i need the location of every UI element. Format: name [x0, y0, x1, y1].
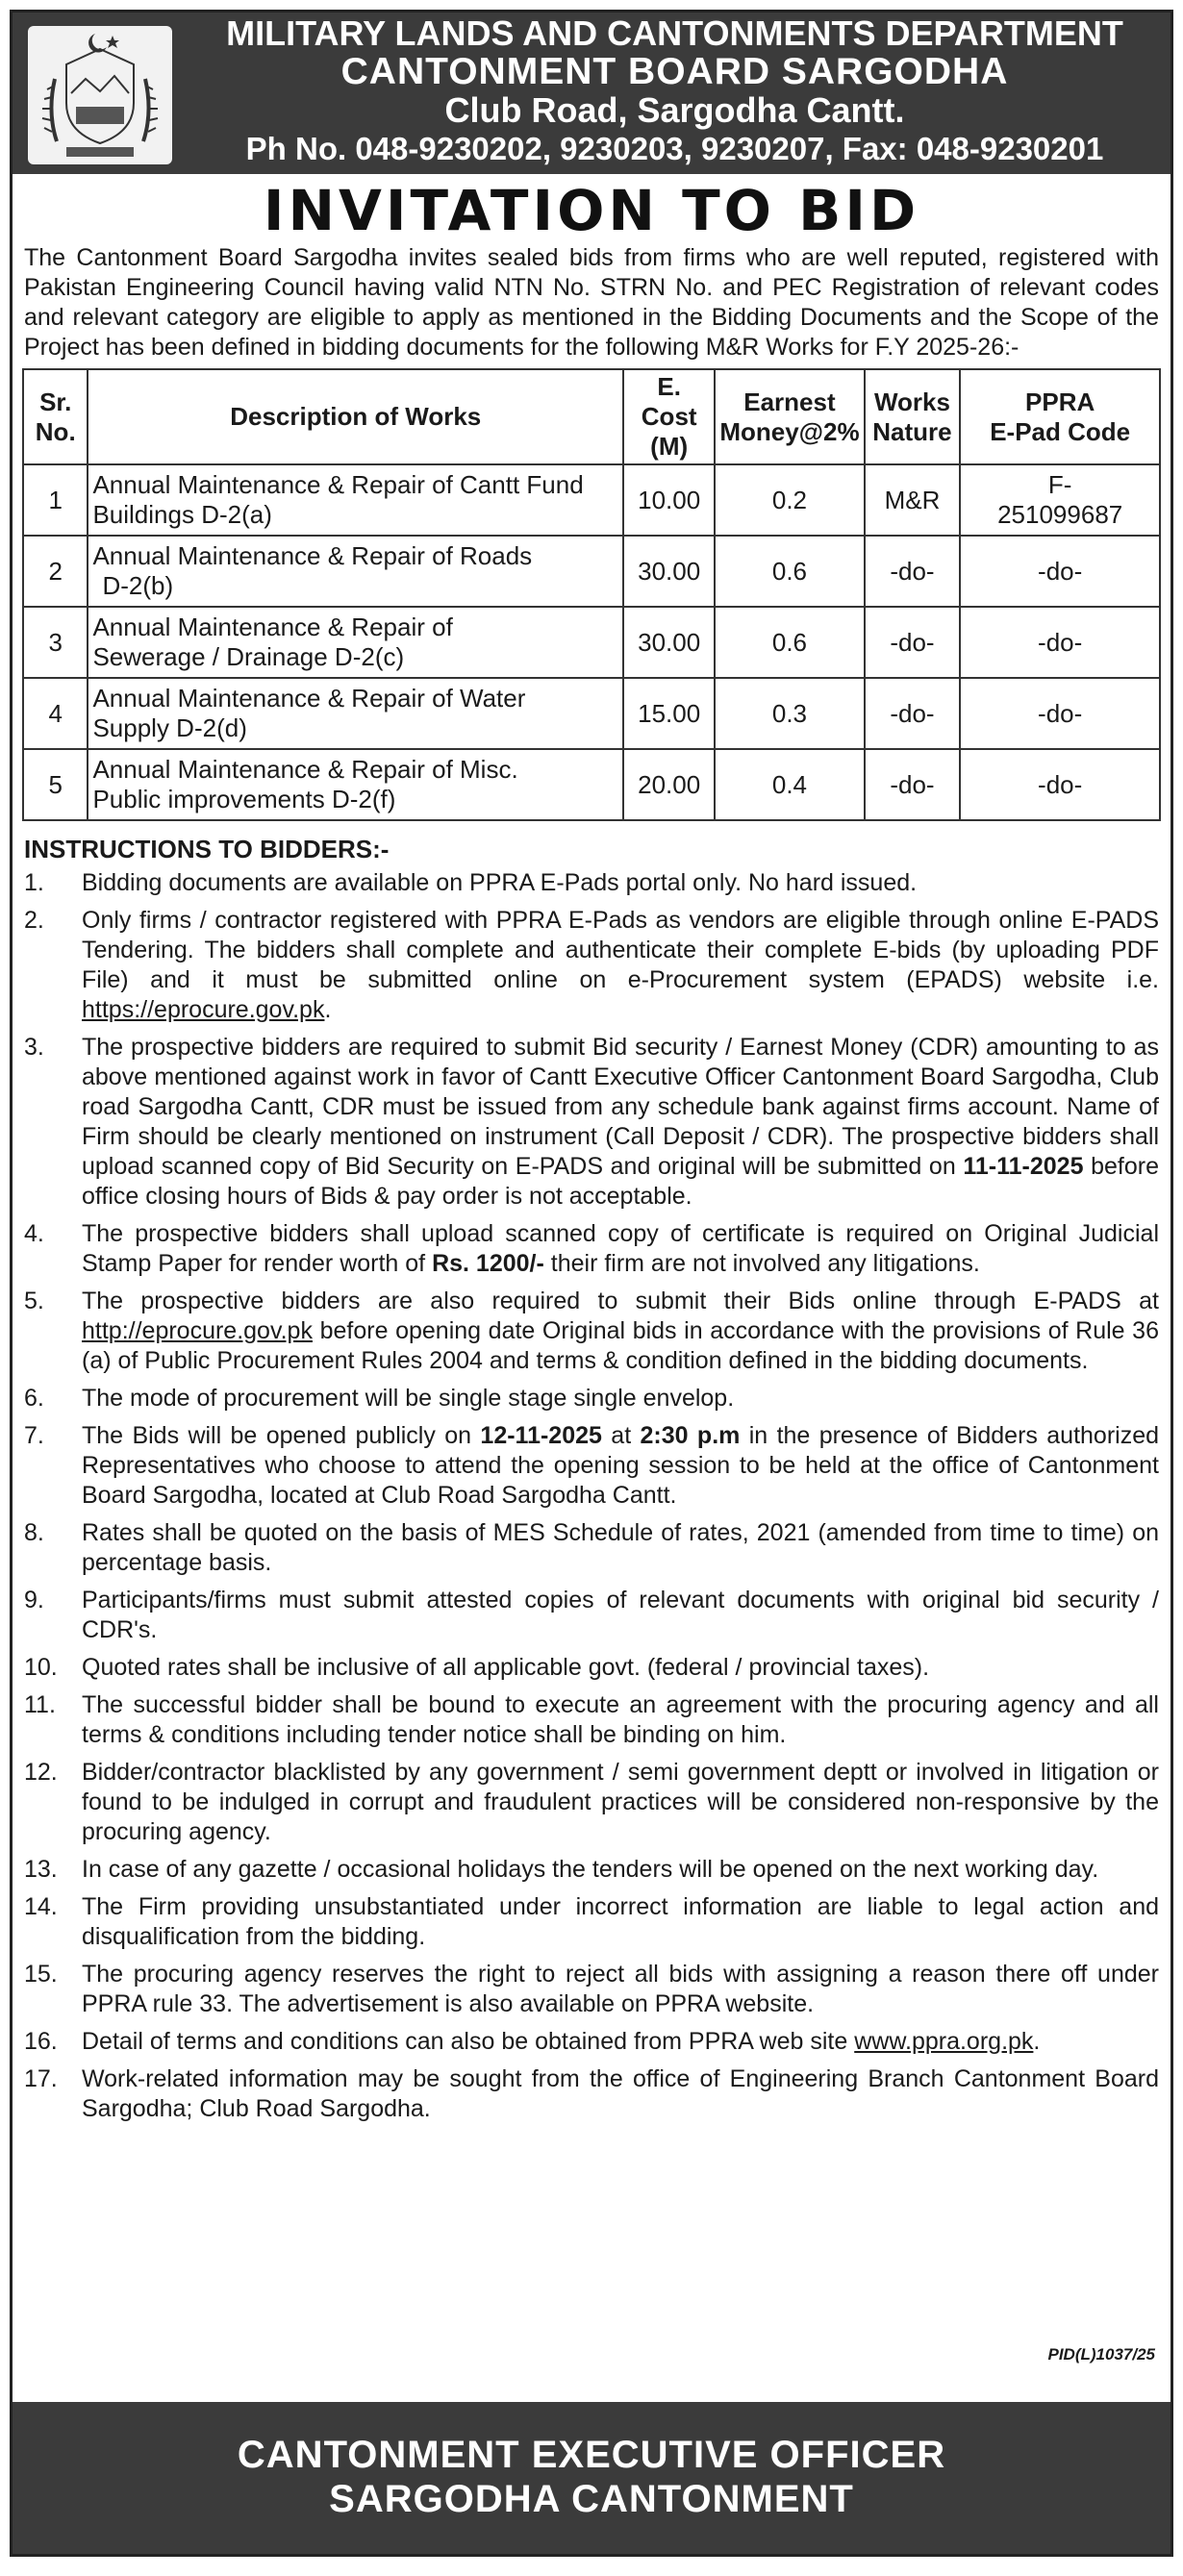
opening-time: 2:30 p.m: [640, 1422, 741, 1449]
row-works-nature: -do-: [865, 678, 961, 749]
instruction-item: [24, 1758, 1159, 1847]
row-sr: 4: [23, 678, 88, 749]
instruction-item: [24, 2027, 1159, 2057]
intro-paragraph: The Cantonment Board Sargodha invites sealed bids from firms who are well reputed, registered with Pakistan Engineering Council having valid NTN No. STRN No. and PEC Registration of relevant codes and relevant category are eligible to apply as mentioned in the Bidding Documents and the Scope of the Project has been defined in bidding documents for the following M&R Works for F.Y 2025-26:-: [24, 244, 1159, 361]
row-description: [88, 607, 623, 678]
instructions-list: [13, 868, 1170, 2124]
instruction-item: [24, 1384, 1159, 1413]
instruction-number: 16.: [24, 2028, 58, 2055]
instruction-number: 15.: [24, 1961, 58, 1988]
instruction-text-end: before office closing hours of Bids & pay order is not acceptable.: [82, 1153, 1159, 1210]
row-sr: 3: [23, 607, 88, 678]
table-row: [23, 536, 1160, 607]
eprocure-link[interactable]: http://eprocure.gov.pk: [82, 1317, 313, 1344]
instruction-text: The prospective bidders shall upload scanned copy of certificate is required on Original Judicial Stamp Paper for render worth of: [82, 1220, 1159, 1277]
row-desc-line2: D-2(b): [102, 571, 174, 600]
row-sr: 2: [23, 536, 88, 607]
instruction-number: 14.: [24, 1893, 58, 1920]
row-sr: 1: [23, 464, 88, 536]
instruction-item: [24, 1421, 1159, 1511]
instruction-number: 6.: [24, 1385, 44, 1412]
col-works-nature: [865, 369, 961, 464]
bid-security-date: 11-11-2025: [963, 1153, 1084, 1180]
instruction-text-end: before opening date Original bids in accordance with the provisions of Rule 36 (a) of Public Procurement Rules 2004 and terms & condition defined in the bidding documents.: [82, 1317, 1159, 1374]
instruction-text: The Bids will be opened publicly on: [82, 1422, 481, 1449]
instruction-text-end: .: [324, 996, 332, 1023]
instruction-text: Bidding documents are available on PPRA E-Pads portal only. No hard issued.: [82, 869, 918, 896]
row-cost: 30.00: [623, 607, 715, 678]
row-ppra-code: -do-: [960, 607, 1160, 678]
board-name: CANTONMENT BOARD SARGODHA: [340, 51, 1009, 92]
row-ppra-code: [960, 464, 1160, 536]
col-nature-line2: Nature: [872, 416, 952, 446]
row-works-nature: -do-: [865, 536, 961, 607]
col-sr-line2: No.: [35, 416, 76, 446]
instruction-number: 4.: [24, 1220, 44, 1247]
col-sr: [23, 369, 88, 464]
row-desc-line1: Annual Maintenance & Repair of Water: [92, 684, 526, 713]
row-earnest-money: 0.4: [715, 749, 864, 820]
row-works-nature: M&R: [865, 464, 961, 536]
instruction-number: 7.: [24, 1422, 44, 1449]
row-desc-line2: Public improvements D-2(f): [92, 785, 396, 813]
instruction-text-end: .: [1033, 2028, 1041, 2055]
page-title: INVITATION TO BID: [263, 178, 920, 243]
col-cost-line1: E. Cost: [641, 372, 697, 431]
instruction-item: [24, 1653, 1159, 1683]
instruction-item: [24, 2064, 1159, 2124]
instruction-number: 8.: [24, 1519, 44, 1546]
instruction-item: [24, 906, 1159, 1025]
col-description: Description of Works: [88, 369, 623, 464]
row-code-line2: 251099687: [997, 500, 1123, 529]
instruction-text: The Firm providing unsubstantiated under incorrect information are liable to legal action and disqualification from the bidding.: [82, 1893, 1159, 1950]
instruction-item: [24, 1287, 1159, 1376]
epads-link[interactable]: https://eprocure.gov.pk: [82, 996, 325, 1023]
instruction-number: 1.: [24, 869, 44, 896]
department-name: MILITARY LANDS AND CANTONMENTS DEPARTMENT: [226, 13, 1123, 53]
works-table: [22, 368, 1161, 821]
row-sr: 5: [23, 749, 88, 820]
instruction-text: Only firms / contractor registered with PPRA E-Pads as vendors are eligible through online E-PADS Tendering. The bidders shall complete and authenticate their complete E-bids (by uploading PDF File) and it must be submitted online on e-Procurement system (EPADS) website i.e.: [82, 907, 1159, 993]
instruction-number: 17.: [24, 2065, 58, 2092]
address: Club Road, Sargodha Cantt.: [444, 90, 905, 130]
row-description: [88, 464, 623, 536]
col-cost-line2: (M): [650, 432, 689, 461]
row-desc-line1: Annual Maintenance & Repair of Roads: [92, 541, 533, 570]
pid-code: PID(L)1037/25: [1047, 2345, 1155, 2363]
row-description: [88, 749, 623, 820]
instruction-number: 5.: [24, 1288, 44, 1314]
col-nature-line1: Works: [873, 387, 950, 416]
row-desc-line1: Annual Maintenance & Repair of Misc.: [92, 755, 518, 784]
footer-office-name: SARGODHA CANTONMENT: [329, 2478, 854, 2520]
instruction-number: 3.: [24, 1034, 44, 1061]
instruction-text-mid: at: [601, 1422, 641, 1449]
instruction-item: [24, 868, 1159, 898]
header-banner: [13, 13, 1170, 174]
instruction-text: Participants/firms must submit attested copies of relevant documents with original bid security / CDR's.: [82, 1587, 1159, 1643]
instruction-item: [24, 1960, 1159, 2019]
instruction-item: [24, 1690, 1159, 1750]
row-description: [88, 536, 623, 607]
row-description: [88, 678, 623, 749]
row-desc-line2: Sewerage / Drainage D-2(c): [92, 642, 405, 671]
opening-date: 12-11-2025: [480, 1422, 602, 1449]
instruction-number: 9.: [24, 1587, 44, 1613]
contact-numbers: Ph No. 048-9230202, 9230203, 9230207, Fax: 048-9230201: [245, 131, 1104, 166]
col-money-line1: Earnest: [743, 387, 836, 416]
row-ppra-code: -do-: [960, 749, 1160, 820]
instruction-text: The successful bidder shall be bound to execute an agreement with the procuring agency and all terms & conditions including tender notice shall be binding on him.: [82, 1691, 1159, 1748]
row-cost: 10.00: [623, 464, 715, 536]
footer-officer-title: CANTONMENT EXECUTIVE OFFICER: [237, 2434, 946, 2476]
row-earnest-money: 0.2: [715, 464, 864, 536]
header-text: [190, 14, 1159, 168]
instruction-number: 10.: [24, 1654, 58, 1681]
table-row: [23, 749, 1160, 820]
instruction-text: The prospective bidders are also required to submit their Bids online through E-PADS at: [82, 1288, 1159, 1314]
instruction-item: [24, 1518, 1159, 1578]
instruction-item: [24, 1855, 1159, 1885]
col-cost: [623, 369, 715, 464]
col-ppra-code: [960, 369, 1160, 464]
instruction-text: Detail of terms and conditions can also be obtained from PPRA web site: [82, 2028, 855, 2055]
footer-banner: [13, 2402, 1170, 2554]
instruction-text: Rates shall be quoted on the basis of MES Schedule of rates, 2021 (amended from time to time) on percentage basis.: [82, 1519, 1159, 1576]
instruction-item: [24, 1586, 1159, 1645]
row-earnest-money: 0.6: [715, 536, 864, 607]
government-emblem-icon: [28, 26, 172, 164]
col-code-line1: PPRA: [1025, 387, 1095, 416]
row-desc-line2: Buildings D-2(a): [92, 500, 272, 529]
col-sr-line1: Sr.: [39, 387, 72, 416]
row-desc-line1: Annual Maintenance & Repair of Cantt Fund: [92, 470, 584, 499]
row-cost: 20.00: [623, 749, 715, 820]
row-ppra-code: -do-: [960, 536, 1160, 607]
row-earnest-money: 0.6: [715, 607, 864, 678]
instruction-item: [24, 1033, 1159, 1212]
instruction-item: [24, 1892, 1159, 1952]
row-cost: 15.00: [623, 678, 715, 749]
instruction-text: Quoted rates shall be inclusive of all applicable govt. (federal / provincial taxes).: [82, 1654, 930, 1681]
col-money-line2: Money@2%: [719, 416, 860, 446]
instruction-text: In case of any gazette / occasional holidays the tenders will be opened on the next working day.: [82, 1856, 1099, 1883]
instruction-text: The prospective bidders are required to submit Bid security / Earnest Money (CDR) amounting to as above mentioned against work in favor of Cantt Executive Officer Cantonment Board Sargodha, Club road Sargodha Cantt, CDR must be issued from any schedule bank against firms account. Name of Firm should be clearly mentioned on instrument (Call Deposit / CDR). The prospective bidders shall upload scanned copy of Bid Security on E-PADS and original will be submitted on: [82, 1034, 1159, 1180]
instructions-heading: INSTRUCTIONS TO BIDDERS:-: [24, 835, 390, 863]
col-code-line2: E-Pad Code: [990, 416, 1131, 446]
instruction-number: 13.: [24, 1856, 58, 1883]
row-earnest-money: 0.3: [715, 678, 864, 749]
instruction-number: 11.: [24, 1691, 56, 1718]
instruction-text: Work-related information may be sought from the office of Engineering Branch Cantonment Board Sargodha; Club Road Sargodha.: [82, 2065, 1159, 2122]
advertisement-page: [10, 10, 1173, 2557]
row-code-line1: F-: [1047, 470, 1072, 499]
ppra-link[interactable]: www.ppra.org.pk: [854, 2028, 1034, 2055]
instruction-number: 2.: [24, 907, 44, 934]
stamp-paper-amount: Rs. 1200/-: [432, 1250, 544, 1277]
table-row: [23, 607, 1160, 678]
instruction-text-end: their firm are not involved any litigations.: [543, 1250, 980, 1277]
table-header-row: [23, 369, 1160, 464]
instruction-text-end: in the presence of Bidders authorized Representatives who choose to attend the opening session to be held at the office of Cantonment Board Sargodha, located at Club Road Sargodha Cantt.: [82, 1422, 1160, 1509]
row-desc-line1: Annual Maintenance & Repair of: [92, 613, 453, 641]
table-row: [23, 464, 1160, 536]
row-desc-line2: Supply D-2(d): [92, 713, 247, 742]
row-ppra-code: -do-: [960, 678, 1160, 749]
instruction-item: [24, 1219, 1159, 1279]
row-works-nature: -do-: [865, 607, 961, 678]
instruction-text: The procuring agency reserves the right to reject all bids with assigning a reason there off under PPRA rule 33. The advertisement is also available on PPRA website.: [82, 1961, 1159, 2017]
instruction-text: The mode of procurement will be single stage single envelop.: [82, 1385, 735, 1412]
row-cost: 30.00: [623, 536, 715, 607]
row-works-nature: -do-: [865, 749, 961, 820]
instruction-text: Bidder/contractor blacklisted by any government / semi government deptt or involved in litigation or found to be indulged in corrupt and fraudulent practices will be considered non-responsive by the procuring agency.: [82, 1759, 1159, 1845]
table-row: [23, 678, 1160, 749]
col-earnest-money: [715, 369, 864, 464]
instruction-number: 12.: [24, 1759, 58, 1786]
